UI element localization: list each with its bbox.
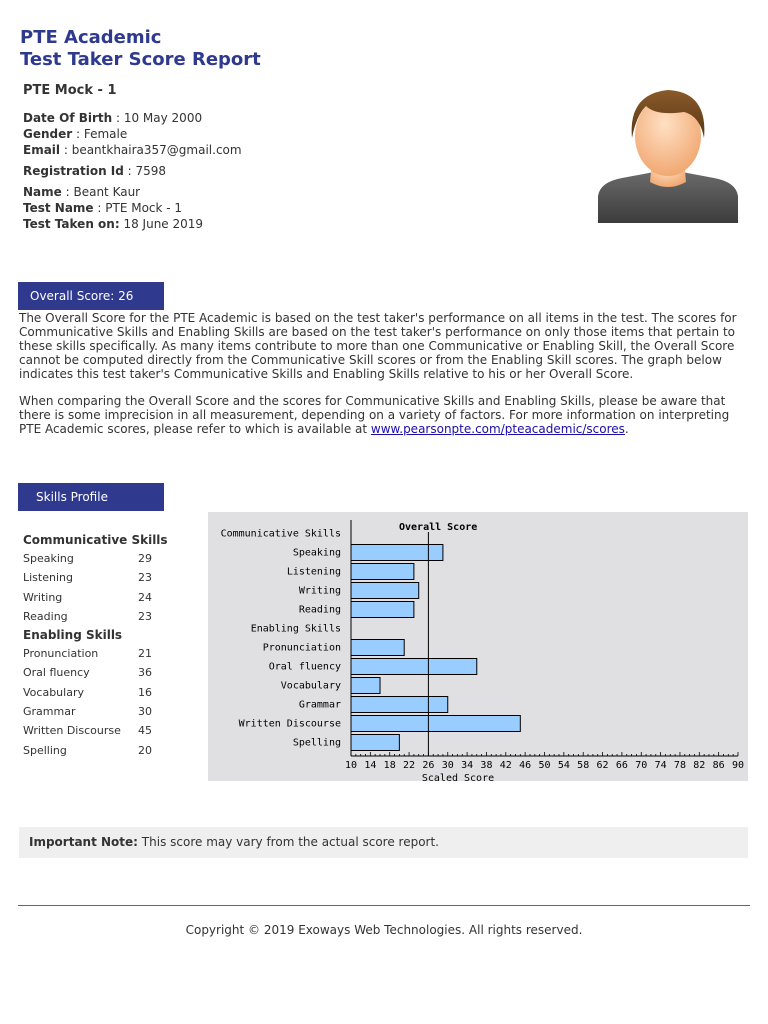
name-value: Beant Kaur	[73, 185, 141, 199]
bar-grammar	[351, 697, 448, 713]
skill-label: Listening	[23, 571, 73, 585]
x-tick-label: 10	[344, 760, 358, 771]
registration-value: 7598	[135, 164, 167, 178]
skill-label: Vocabulary	[23, 685, 84, 699]
email-value: beantkhaira357@gmail.com	[71, 143, 242, 157]
bar-speaking	[351, 545, 443, 561]
copyright: Copyright © 2019 Exoways Web Technologies. All rights reserved.	[185, 923, 583, 937]
skill-row-written-discourse	[23, 721, 183, 740]
gender-value: Female	[83, 127, 128, 141]
category-label: Pronunciation	[262, 642, 341, 654]
avatar	[596, 86, 740, 224]
x-tick-label: 50	[538, 760, 551, 771]
skill-row-oral-fluency	[23, 663, 183, 682]
x-axis-label: Scaled Score	[421, 773, 495, 781]
x-tick-label: 30	[441, 760, 454, 771]
test-name-value: PTE Mock - 1	[105, 201, 183, 215]
enabling-list	[23, 644, 183, 760]
x-tick-label: 58	[577, 760, 590, 771]
bar-vocabulary	[351, 678, 380, 694]
x-tick-label: 74	[654, 760, 667, 771]
bar-spelling	[351, 735, 399, 751]
title-line-2: Test Taker Score Report	[20, 49, 261, 70]
enabling-heading: Enabling Skills	[23, 628, 123, 643]
overall-paragraph-1: The Overall Score for the PTE Academic is based on the test taker's performance on all items in the test. The scores for Communicative Skills and Enabling Skills are based on the test taker's performance on only those items that pertain to these skills specifically. As many items contribute to more than one Communicative or Enabling Skill, the Overall Score cannot be computed directly from the Communicative Skill scores or from the Enabling Skill scores. The graph below indicates this test taker's Communicative Skills and Enabling Skills relative to his or her Overall Score.	[19, 311, 737, 381]
skill-score: 24	[138, 590, 152, 604]
category-label: Reading	[298, 604, 341, 616]
skill-score: 23	[138, 609, 152, 623]
skill-row-speaking	[23, 549, 183, 568]
category-label: Enabling Skills	[250, 623, 341, 635]
x-tick-label: 86	[712, 760, 725, 771]
skill-label: Spelling	[23, 743, 67, 757]
category-label: Grammar	[298, 699, 341, 711]
category-label: Communicative Skills	[220, 528, 341, 540]
x-tick-label: 18	[383, 760, 396, 771]
skill-label: Grammar	[23, 705, 76, 719]
dob-row: Date Of Birth : 10 May 2000	[23, 111, 203, 125]
x-tick-label: 46	[519, 760, 532, 771]
x-tick-label: 42	[499, 760, 512, 771]
skill-label: Pronunciation	[23, 647, 99, 661]
name-row: Name : Beant Kaur	[23, 185, 141, 199]
overall-score-label: Overall Score: 26	[30, 289, 134, 303]
footer-divider	[18, 905, 750, 906]
registration-row: Registration Id : 7598	[23, 164, 167, 178]
test-taken-row: Test Taken on: 18 June 2019	[23, 217, 204, 231]
bar-pronunciation	[351, 640, 404, 656]
skill-row-reading	[23, 607, 183, 626]
bar-reading	[351, 602, 414, 618]
skills-profile-label: Skills Profile	[36, 490, 108, 504]
skill-score: 29	[138, 552, 152, 565]
chart-title: Overall Score	[399, 522, 478, 533]
x-tick-label: 14	[364, 760, 377, 771]
x-tick-label: 66	[615, 760, 628, 771]
bar-listening	[351, 564, 414, 580]
communicative-heading: Communicative Skills	[23, 533, 168, 547]
overall-score-band	[18, 282, 164, 310]
gender-row: Gender : Female	[23, 127, 128, 141]
skill-label: Writing	[23, 590, 63, 604]
x-tick-label: 70	[635, 760, 648, 771]
bar-written-discourse	[351, 716, 520, 732]
skill-label: Speaking	[23, 552, 74, 565]
report-title	[20, 27, 261, 71]
note-text: This score may vary from the actual score report.	[137, 835, 439, 849]
bar-writing	[351, 583, 419, 599]
skills-table	[23, 531, 183, 760]
skill-score: 16	[138, 685, 152, 699]
overall-paragraph-2: When comparing the Overall Score and the scores for Communicative Skills and Enabling Skills, please be aware that there is some imprecision in all measurement, depending on a variety of factors. For more information on interpreting PTE Academic scores, please refer to which is available at www.pearsonpte.com/pteacademic/scores.	[19, 394, 730, 436]
note-label: Important Note:	[29, 835, 138, 849]
test-name-row: Test Name : PTE Mock - 1	[23, 201, 183, 215]
skill-score: 30	[138, 705, 152, 719]
communicative-list	[23, 549, 183, 626]
skill-score: 45	[138, 724, 152, 738]
category-label: Vocabulary	[280, 680, 341, 692]
category-label: Spelling	[292, 737, 341, 749]
skill-row-vocabulary	[23, 683, 183, 702]
skill-label: Oral fluency	[23, 666, 90, 680]
category-label: Writing	[298, 585, 341, 597]
skill-score: 20	[138, 743, 152, 757]
skill-score: 21	[138, 647, 152, 661]
dob-value: 10 May 2000	[123, 111, 203, 125]
title-line-1: PTE Academic	[20, 27, 162, 48]
email-row: Email : beantkhaira357@gmail.com	[23, 143, 242, 157]
x-tick-label: 54	[557, 760, 570, 771]
skill-row-spelling	[23, 741, 183, 760]
x-tick-label: 82	[693, 760, 706, 771]
skill-row-grammar	[23, 702, 183, 721]
category-label: Speaking	[292, 547, 341, 559]
pearson-link[interactable]: www.pearsonpte.com/pteacademic/scores	[370, 422, 625, 436]
skill-row-writing	[23, 588, 183, 607]
skill-label: Written Discourse	[23, 724, 121, 738]
x-tick-label: 78	[673, 760, 686, 771]
mock-title: PTE Mock - 1	[23, 83, 117, 98]
important-note	[19, 827, 748, 858]
skill-score: 36	[138, 666, 152, 680]
category-label: Written Discourse	[238, 718, 341, 730]
x-tick-label: 34	[461, 760, 474, 771]
x-tick-label: 38	[480, 760, 493, 771]
skill-score: 23	[138, 571, 152, 585]
x-tick-label: 26	[422, 760, 435, 771]
x-tick-label: 90	[731, 760, 745, 771]
skill-row-pronunciation	[23, 644, 183, 663]
skills-chart-svg	[208, 512, 748, 781]
x-tick-label: 22	[403, 760, 416, 771]
category-label: Listening	[286, 566, 341, 578]
skill-row-listening	[23, 568, 183, 587]
skill-label: Reading	[23, 609, 68, 623]
skills-chart	[208, 512, 748, 781]
test-taken-value: 18 June 2019	[123, 217, 204, 231]
category-label: Oral fluency	[268, 661, 341, 673]
skills-profile-band	[18, 483, 164, 511]
x-tick-label: 62	[596, 760, 609, 771]
bar-oral-fluency	[351, 659, 477, 675]
